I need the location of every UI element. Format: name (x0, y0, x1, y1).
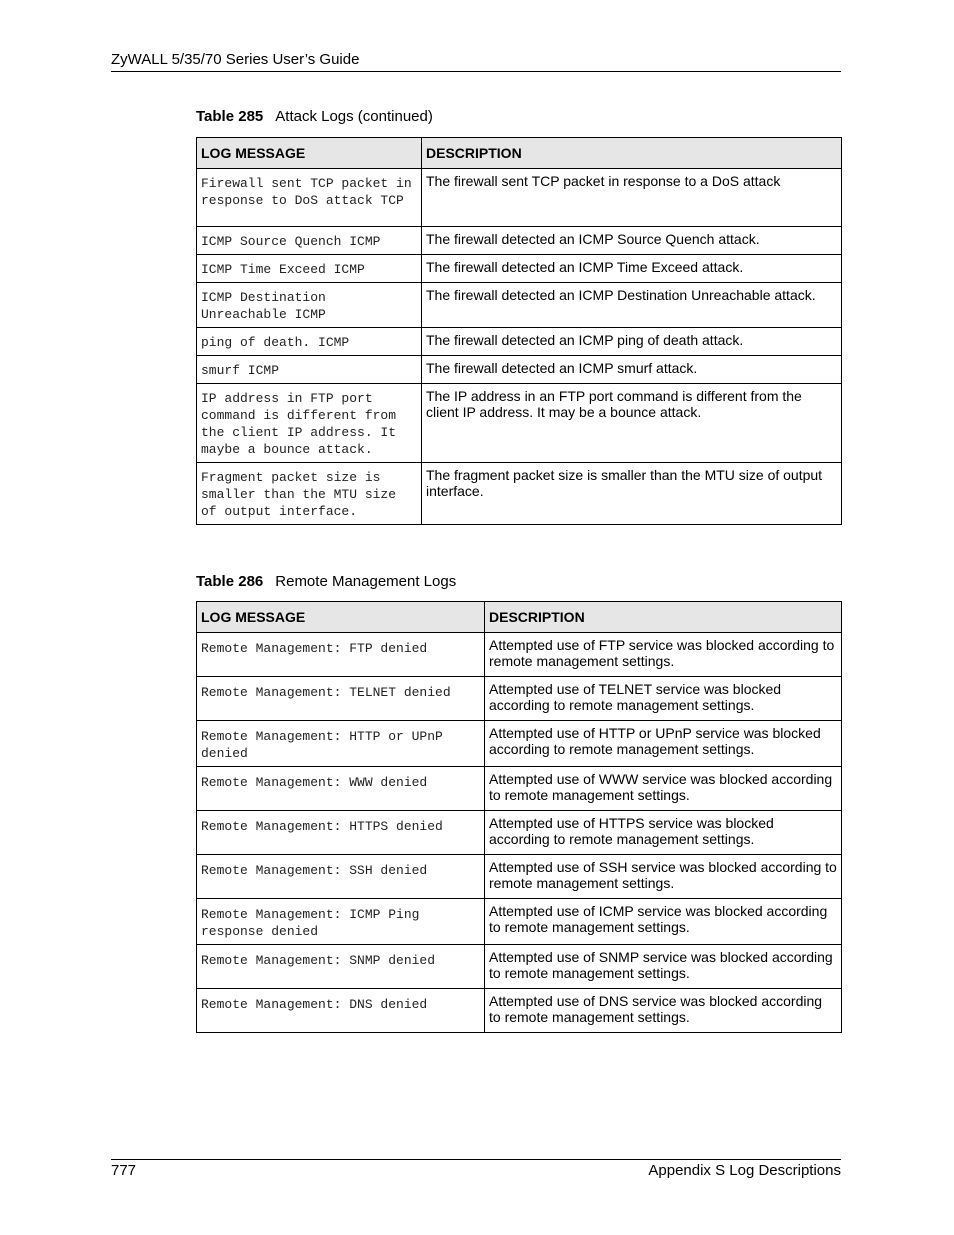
description-cell: Attempted use of DNS service was blocked according to remote management settings. (485, 989, 842, 1033)
table-caption (196, 108, 433, 125)
log-message-cell: Remote Management: SSH denied (197, 855, 485, 899)
description-cell: Attempted use of SNMP service was blocked according to remote management settings. (485, 945, 842, 989)
table-row (197, 899, 842, 945)
table-row (197, 356, 842, 384)
log-message-cell: Fragment packet size is smaller than the MTU size of output interface. (197, 463, 422, 525)
description-cell: Attempted use of SSH service was blocked according to remote management settings. (485, 855, 842, 899)
log-message-cell: ICMP Destination Unreachable ICMP (197, 283, 422, 328)
description-cell: The firewall detected an ICMP Destination Unreachable attack. (422, 283, 842, 328)
table-row (197, 945, 842, 989)
description-cell: The firewall detected an ICMP Time Exceed attack. (422, 255, 842, 283)
remote-management-logs-table (196, 601, 842, 1033)
log-message-cell: Remote Management: TELNET denied (197, 677, 485, 721)
table-row (197, 328, 842, 356)
log-message-cell: Remote Management: HTTP or UPnP denied (197, 721, 485, 767)
column-header-description: DESCRIPTION (422, 138, 842, 169)
attack-logs-table (196, 137, 842, 525)
table-row (197, 767, 842, 811)
log-message-cell: Firewall sent TCP packet in response to DoS attack TCP (197, 169, 422, 227)
table-row (197, 855, 842, 899)
log-message-cell: Remote Management: SNMP denied (197, 945, 485, 989)
table-row (197, 283, 842, 328)
description-cell: Attempted use of WWW service was blocked according to remote management settings. (485, 767, 842, 811)
description-cell: The firewall detected an ICMP ping of death attack. (422, 328, 842, 356)
table-row (197, 384, 842, 463)
description-cell: The firewall detected an ICMP Source Quench attack. (422, 227, 842, 255)
log-message-cell: Remote Management: DNS denied (197, 989, 485, 1033)
log-message-cell: Remote Management: HTTPS denied (197, 811, 485, 855)
footer-rule (111, 1159, 841, 1160)
table-row (197, 463, 842, 525)
log-message-cell: IP address in FTP port command is different from the client IP address. It maybe a bounce attack. (197, 384, 422, 463)
table-row (197, 811, 842, 855)
description-cell: Attempted use of HTTPS service was blocked according to remote management settings. (485, 811, 842, 855)
table-row (197, 677, 842, 721)
running-header-title: ZyWALL 5/35/70 Series User’s Guide (111, 51, 360, 68)
page-number: 777 (111, 1162, 137, 1179)
table-header-row (197, 138, 842, 169)
table-caption (196, 573, 456, 590)
table-row (197, 633, 842, 677)
log-message-cell: Remote Management: ICMP Ping response denied (197, 899, 485, 945)
table-title: Remote Management Logs (275, 573, 457, 590)
column-header-log-message: LOG MESSAGE (197, 138, 422, 169)
description-cell: The IP address in an FTP port command is different from the client IP address. It may be a bounce attack. (422, 384, 842, 463)
log-message-cell: ping of death. ICMP (197, 328, 422, 356)
column-header-description: DESCRIPTION (485, 602, 842, 633)
table-row (197, 227, 842, 255)
description-cell: Attempted use of FTP service was blocked according to remote management settings. (485, 633, 842, 677)
footer-section-title: Appendix S Log Descriptions (648, 1162, 841, 1179)
table-row (197, 255, 842, 283)
description-cell: The firewall detected an ICMP smurf attack. (422, 356, 842, 384)
table-number: Table 286 (196, 573, 264, 590)
table-header-row (197, 602, 842, 633)
log-message-cell: Remote Management: WWW denied (197, 767, 485, 811)
header-rule (111, 71, 841, 72)
log-message-cell: smurf ICMP (197, 356, 422, 384)
log-message-cell: Remote Management: FTP denied (197, 633, 485, 677)
table-row (197, 989, 842, 1033)
table-row (197, 721, 842, 767)
description-cell: The firewall sent TCP packet in response to a DoS attack (422, 169, 842, 227)
table-title: Attack Logs (continued) (275, 108, 433, 125)
log-message-cell: ICMP Source Quench ICMP (197, 227, 422, 255)
description-cell: Attempted use of HTTP or UPnP service was blocked according to remote management settings. (485, 721, 842, 767)
log-message-cell: ICMP Time Exceed ICMP (197, 255, 422, 283)
table-row (197, 169, 842, 227)
description-cell: Attempted use of TELNET service was blocked according to remote management settings. (485, 677, 842, 721)
description-cell: The fragment packet size is smaller than the MTU size of output interface. (422, 463, 842, 525)
column-header-log-message: LOG MESSAGE (197, 602, 485, 633)
description-cell: Attempted use of ICMP service was blocked according to remote management settings. (485, 899, 842, 945)
table-number: Table 285 (196, 108, 264, 125)
